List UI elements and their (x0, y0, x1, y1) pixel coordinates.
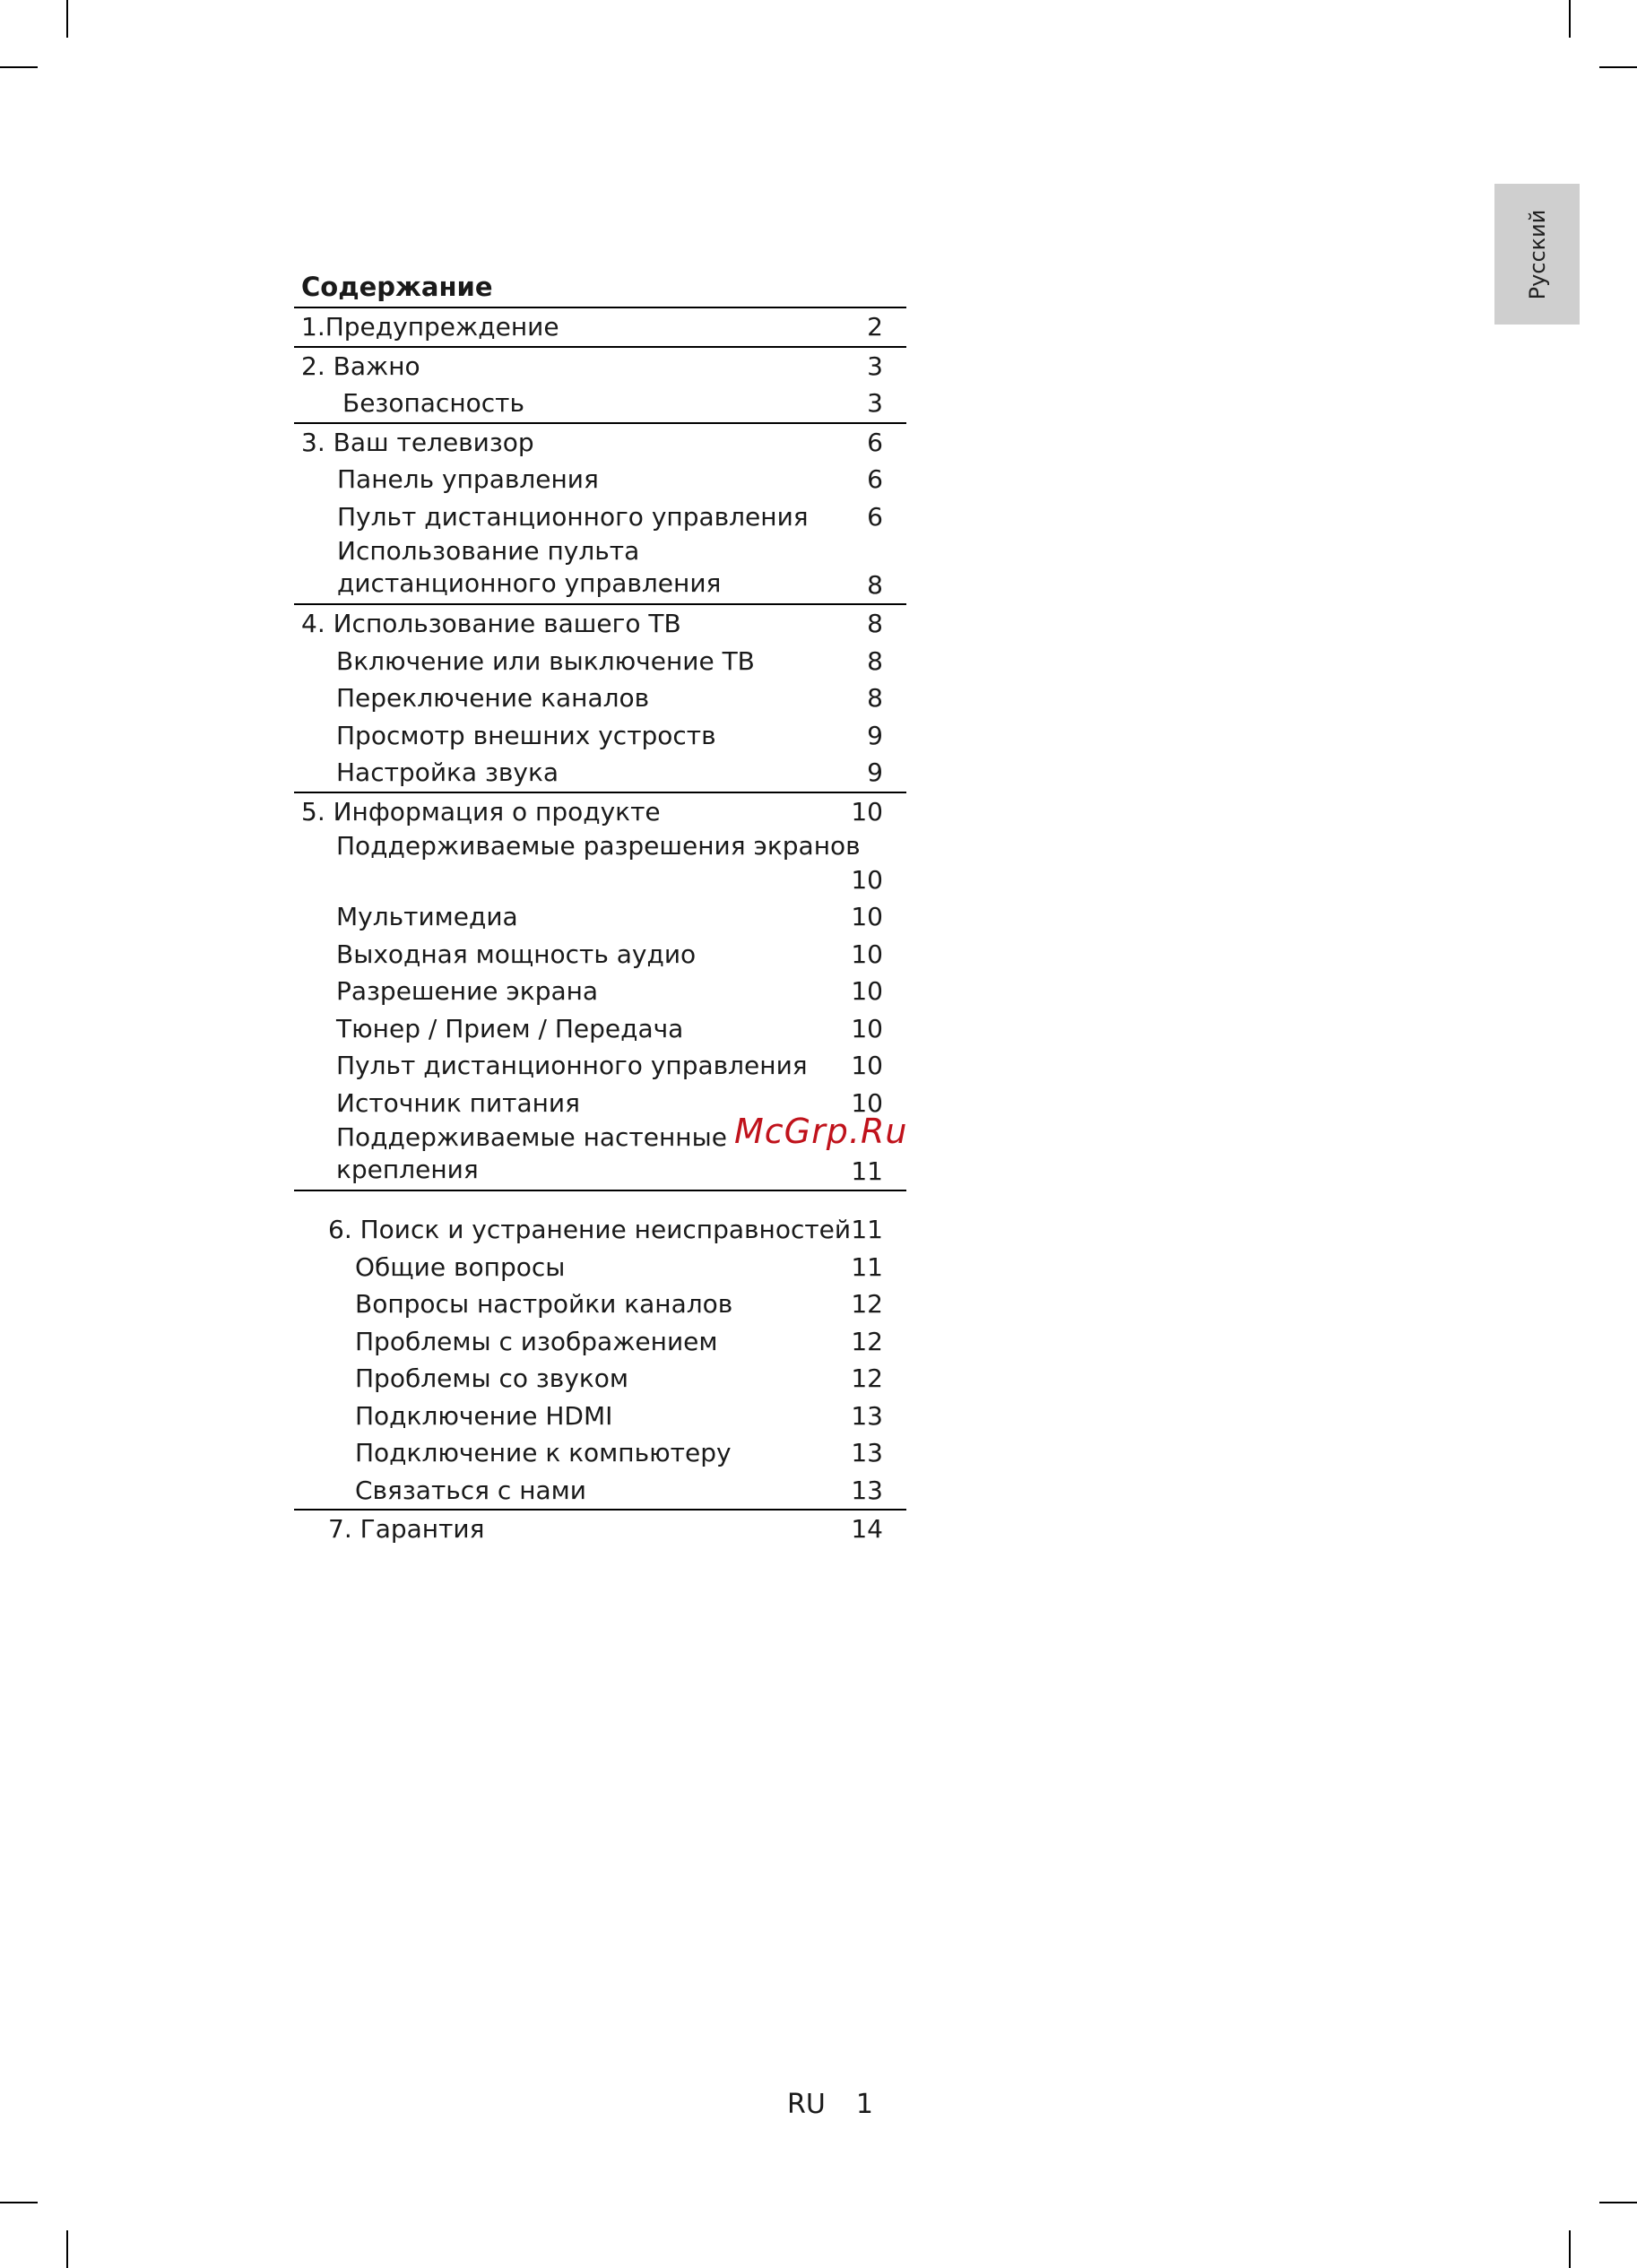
toc-entry[interactable] (294, 1249, 906, 1286)
toc-entry-label: 2. Важно (301, 351, 420, 381)
toc-entry[interactable] (294, 535, 906, 603)
toc-entry-label: Подключение HDMI (355, 1400, 613, 1431)
toc-entry[interactable] (294, 793, 906, 831)
toc-entry-label: Источник питания (336, 1087, 580, 1118)
toc-entry-page: 6 (867, 501, 883, 532)
toc-entry-label: Мультимедиа (336, 902, 518, 931)
toc-entry-page: 10 (851, 939, 883, 969)
toc-entry[interactable] (294, 308, 906, 346)
toc-entry-label: Выходная мощность аудио (336, 939, 697, 969)
toc-entry-label: Проблемы со звуком (355, 1363, 629, 1393)
toc-entry-label: Настройка звука (336, 757, 559, 787)
table-of-contents (294, 267, 906, 1548)
toc-entry-label: Тюнер / Прием / Передача (336, 1013, 684, 1043)
toc-entry[interactable] (294, 830, 906, 898)
toc-entry-page: 11 (851, 1156, 883, 1186)
page-number: 1 (855, 2089, 873, 2120)
toc-entry-label: 6. Поиск и устранение неисправностей (328, 1215, 852, 1244)
toc-entry[interactable] (294, 754, 906, 792)
toc-entry[interactable] (294, 1398, 906, 1435)
toc-entry[interactable] (294, 424, 906, 462)
language-tab-label: Русский (1524, 209, 1550, 299)
toc-entry[interactable] (294, 348, 906, 385)
toc-entry-label: 3. Ваш телевизор (301, 427, 534, 457)
toc-entry[interactable] (294, 680, 906, 717)
toc-entry-label: 7. Гарантия (328, 1514, 485, 1544)
toc-entry-page: 3 (867, 388, 883, 418)
toc-entry[interactable] (294, 1010, 906, 1048)
toc-entry-label: Панель управления (337, 464, 599, 494)
toc-entry-label: Пульт дистанционного управления (337, 501, 809, 532)
toc-entry-label: Поддерживаемые настенные крепления (336, 1122, 727, 1184)
toc-entry-page: 8 (867, 645, 883, 676)
toc-entry-page: 8 (867, 569, 883, 600)
toc-entry[interactable] (294, 1211, 906, 1249)
toc-entry[interactable] (294, 1472, 906, 1510)
toc-entry[interactable] (294, 1285, 906, 1323)
toc-entry-page: 2 (867, 312, 883, 342)
toc-body (294, 307, 906, 1548)
toc-entry-label: Подключение к компьютеру (355, 1438, 732, 1467)
toc-entry[interactable] (294, 898, 906, 936)
toc-entry-page: 10 (851, 1051, 883, 1080)
toc-entry-page: 8 (867, 683, 883, 713)
toc-entry[interactable] (294, 605, 906, 643)
toc-entry[interactable] (294, 1434, 906, 1472)
toc-entry-page: 14 (851, 1514, 883, 1544)
toc-entry-label: 4. Использование вашего ТВ (301, 609, 681, 638)
toc-entry[interactable] (294, 1323, 906, 1361)
toc-entry[interactable] (294, 385, 906, 422)
toc-entry-page: 10 (851, 902, 883, 931)
toc-entry-label: Вопросы настройки каналов (355, 1289, 733, 1319)
crop-mark (1599, 66, 1637, 68)
toc-entry-page: 10 (851, 796, 883, 827)
toc-entry-page: 10 (851, 976, 883, 1006)
footer-lang: RU (787, 2089, 826, 2120)
crop-mark (66, 2230, 68, 2268)
toc-entry[interactable] (294, 643, 906, 680)
toc-entry-label: Переключение каналов (336, 683, 650, 713)
toc-entry[interactable] (294, 461, 906, 498)
toc-entry-page: 10 (851, 1013, 883, 1043)
toc-entry-label: Просмотр внешних устроств (336, 720, 716, 750)
toc-entry[interactable] (294, 1511, 906, 1548)
toc-entry-page: 13 (851, 1438, 883, 1467)
toc-entry-page: 10 (851, 1087, 883, 1118)
toc-entry[interactable] (294, 973, 906, 1010)
toc-entry-page: 6 (867, 427, 883, 457)
toc-entry-page: 12 (851, 1289, 883, 1319)
toc-entry-page: 12 (851, 1363, 883, 1393)
toc-entry-page: 9 (867, 720, 883, 750)
toc-entry-page: 13 (851, 1475, 883, 1505)
toc-entry-page: 3 (867, 351, 883, 381)
toc-entry-label: Безопасность (342, 388, 524, 418)
toc-entry-page: 11 (851, 1215, 883, 1244)
section-spacer (294, 1191, 906, 1211)
crop-mark (1569, 0, 1571, 38)
toc-entry-label: 5. Информация о продукте (301, 796, 661, 827)
toc-entry[interactable] (294, 717, 906, 755)
toc-entry[interactable] (294, 1360, 906, 1398)
toc-entry-label: Общие вопросы (355, 1251, 566, 1282)
toc-entry-label: Разрешение экрана (336, 976, 599, 1006)
page-footer (787, 2089, 873, 2120)
toc-entry[interactable] (294, 936, 906, 974)
crop-mark (0, 2202, 38, 2203)
crop-mark (1569, 2230, 1571, 2268)
toc-entry-page: 8 (867, 609, 883, 638)
watermark: McGrp.Ru (734, 1112, 908, 1151)
toc-entry-page: 12 (851, 1326, 883, 1356)
toc-entry[interactable] (294, 498, 906, 536)
toc-entry-page: 13 (851, 1400, 883, 1431)
toc-entry-label: Включение или выключение ТВ (336, 645, 755, 676)
toc-entry-page: 6 (867, 464, 883, 494)
toc-entry-label: Проблемы с изображением (355, 1326, 718, 1356)
toc-entry-label: Пульт дистанционного управления (336, 1051, 808, 1080)
toc-entry-page: 10 (851, 864, 883, 895)
toc-entry-page: 9 (867, 757, 883, 787)
toc-entry-label: Поддерживаемые разрешения экранов (336, 831, 861, 861)
toc-entry-label: Связаться с нами (355, 1475, 586, 1505)
crop-mark (0, 66, 38, 68)
crop-mark (1599, 2202, 1637, 2203)
toc-entry-page: 11 (851, 1251, 883, 1282)
toc-title: Содержание (301, 272, 493, 302)
language-tab (1494, 184, 1580, 325)
toc-entry-label: 1.Предупреждение (301, 312, 559, 342)
crop-mark (66, 0, 68, 38)
toc-entry-label: Использование пульта дистанционного управления (337, 536, 722, 598)
toc-entry[interactable] (294, 1047, 906, 1085)
